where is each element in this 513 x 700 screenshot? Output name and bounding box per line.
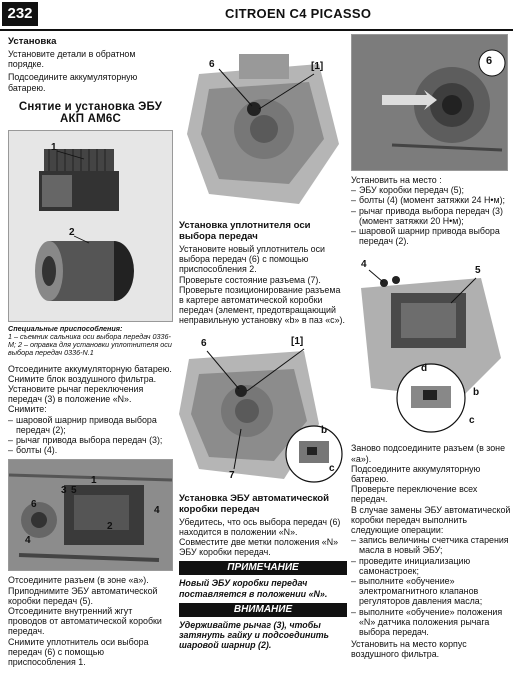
- check-gears: Проверьте переключение всех передач.: [351, 484, 478, 505]
- bottom-disconnect: Отсоедините разъем (в зоне «a»).: [8, 575, 149, 586]
- ecu-install-illustration: [351, 248, 506, 443]
- fig2-label-4a: 4: [154, 505, 160, 517]
- tools-figure: [8, 130, 173, 322]
- install-text-2: Подсоедините аккумуляторную батарею.: [8, 72, 138, 93]
- note-text: Новый ЭБУ коробки передач поставляется в положении «N».: [179, 578, 328, 599]
- fig4-label-6: 6: [201, 337, 207, 349]
- ecu-heading: Установка ЭБУ автоматической коробки передач: [179, 492, 330, 515]
- install-list: [351, 185, 513, 246]
- list-item: – запись величины счетчика старения масла в новый ЭБУ;: [351, 535, 513, 555]
- fig1-label-1: 1: [51, 141, 57, 153]
- fig2-label-6: 6: [31, 499, 37, 511]
- bottom-harness: Отсоедините внутренний жгут проводов от автоматической коробки передач.: [8, 606, 162, 637]
- bottom-remove-seal: Снимите уплотнитель оси выбора передач (6) с помощью приспособления 1.: [8, 636, 149, 668]
- final-step: Установить на место корпус воздушного фильтра.: [351, 639, 467, 660]
- step-set-lever: Установите рычаг переключения передач (3) в положение «N».: [8, 384, 144, 405]
- list-item: – болты (4).: [8, 445, 173, 455]
- seal-text: Установите новый уплотнитель оси выбора передач (6) с помощью приспособления 2.: [179, 244, 326, 275]
- seal-heading: Установка уплотнителя оси выбора передач: [179, 220, 311, 242]
- book-title: CITROEN C4 PICASSO: [225, 6, 372, 21]
- tools-caption-title: Специальные приспособления:: [8, 323, 123, 333]
- reconnect-battery: Подсоедините аккумуляторную батарею.: [351, 463, 481, 485]
- install-label: Установить на место :: [351, 175, 442, 185]
- remove-list: [8, 415, 173, 456]
- fig3-label-1: [1]: [311, 61, 324, 72]
- replacement-intro: В случае замены ЭБУ автоматической коробки передач выполнить следующие операции:: [351, 504, 511, 536]
- fig2-label-4b: 4: [25, 535, 31, 547]
- list-item: – ЭБУ коробки передач (5);: [351, 185, 513, 195]
- ecu-photo-figure: [8, 459, 173, 571]
- check-text: Проверьте состояние разъема (7).: [179, 274, 321, 285]
- selector-photo: [352, 35, 507, 170]
- tools-caption: [8, 325, 173, 358]
- column-left: [8, 34, 173, 667]
- ecu-install-figure: [351, 248, 506, 443]
- fig6-label-5: 5: [475, 265, 481, 277]
- list-item: – рычаг привода выбора передач (3) (момент затяжки 20 Н•м);: [351, 206, 513, 226]
- page-header: [0, 0, 513, 30]
- bottom-lift-ecu: Приподнимите ЭБУ автоматической коробки передач (5).: [8, 585, 158, 606]
- list-item: – выполните «обучение» электромагнитного клапанов регуляторов давления масла;: [351, 576, 513, 607]
- note-banner: ПРИМЕЧАНИЕ: [179, 561, 347, 575]
- list-item: – рычаг привода выбора передач (3);: [8, 435, 173, 445]
- gearbox-figure-bottom: [179, 329, 347, 489]
- fig2-label-1: 1: [91, 475, 97, 487]
- column-right: [351, 34, 513, 660]
- fig4-label-1: [1]: [291, 335, 304, 347]
- list-item: – проведите инициализацию самонастроек;: [351, 556, 513, 576]
- ops-list: [351, 535, 513, 637]
- fig2-label-5: 5: [71, 485, 77, 497]
- section-title: Снятие и установка ЭБУ АКП AM6C: [18, 100, 163, 126]
- fig2-label-3: 3: [61, 485, 67, 497]
- header-rule: [0, 29, 513, 31]
- gearbox-figure-top: [179, 34, 347, 214]
- remove-label: Снимите:: [8, 404, 47, 415]
- install-text: Установите детали в обратном порядке.: [8, 49, 136, 70]
- list-item: – болты (4) (момент затяжки 24 Н•м);: [351, 195, 513, 205]
- ecu-text: Убедитесь, что ось выбора передач (6) находится в положении «N».: [179, 516, 341, 537]
- reconnect-text: Заново подсоедините разъем (в зоне «a»).: [351, 443, 506, 464]
- step-disconnect-battery: Отсоедините аккумуляторную батарею.: [8, 363, 172, 374]
- column-middle: [179, 34, 347, 654]
- fig5-label-6: 6: [486, 55, 493, 67]
- selector-photo-figure: [351, 34, 508, 171]
- fig1-label-2: 2: [69, 226, 75, 238]
- gearbox-illustration-bottom: [179, 329, 347, 489]
- fig2-label-2: 2: [107, 521, 113, 533]
- check-text-2: Проверьте позиционирование разъема в картере автоматической коробки передач (элемент, предотвращающий неправильную установку «b» в паз «c»).: [179, 284, 345, 326]
- fig4-label-b: b: [321, 424, 328, 436]
- warning-text: Удерживайте рычаг (3), чтобы затянуть гайку и подсоединить шаровой шарнир (2).: [179, 619, 329, 651]
- fig4-label-c: c: [329, 462, 335, 474]
- fig6-label-c: c: [469, 415, 475, 427]
- step-remove-filter: Снимите блок воздушного фильтра.: [8, 373, 157, 384]
- fig6-label-b: b: [473, 387, 480, 399]
- fig6-label-d: d: [421, 363, 428, 375]
- ecu-text-2: Совместите две метки положения «N» ЭБУ коробки передач.: [179, 537, 339, 558]
- list-item: – выполните «обучение» положения «N» датчика положения рычага выбора передач.: [351, 607, 513, 638]
- list-item: – шаровой шарнир привода выбора передач (2);: [8, 415, 173, 435]
- list-item: – шаровой шарнир привода выбора передач (2).: [351, 226, 513, 246]
- fig4-label-7: 7: [229, 469, 235, 481]
- install-heading: Установка: [8, 36, 57, 47]
- page-number: 232: [2, 2, 38, 26]
- tools-caption-text: 1 – съемник сальника оси выбора передач 0336-M; 2 – оправка для установки уплотнителя оси выбора передач 0336-N.1: [8, 332, 172, 358]
- tools-illustration: [9, 131, 172, 321]
- fig3-label-6: 6: [209, 59, 215, 70]
- warning-banner: ВНИМАНИЕ: [179, 603, 347, 617]
- fig6-label-4: 4: [361, 259, 367, 271]
